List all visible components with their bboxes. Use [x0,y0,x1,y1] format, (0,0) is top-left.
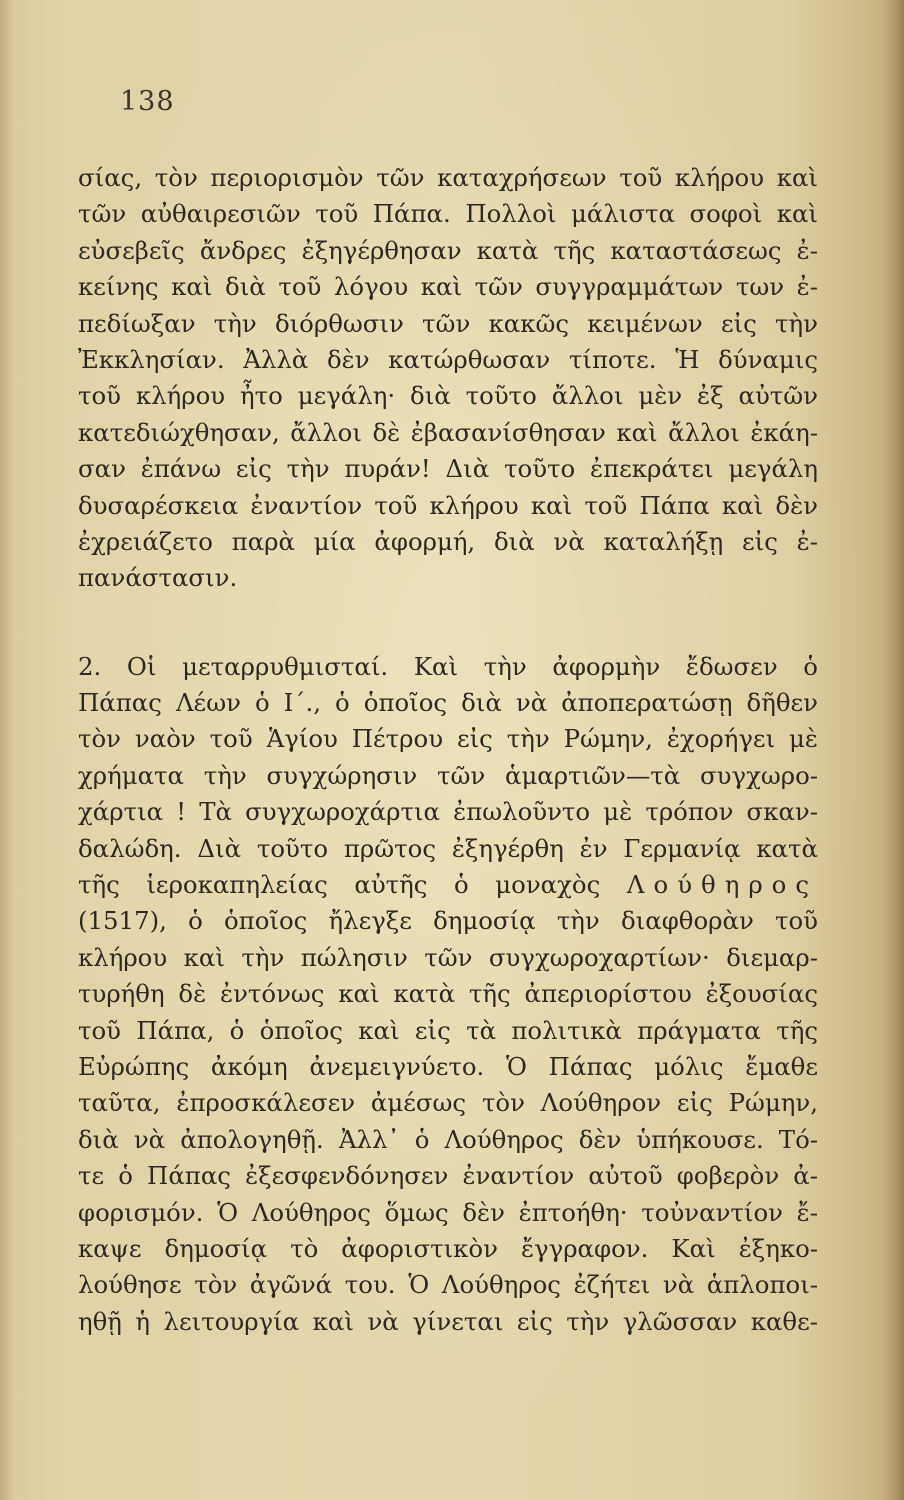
text-line: σίας, τὸν περιορισμὸν τῶν καταχρήσεων τοῦ κλήρου καὶ [78,163,818,192]
text-line: τῶν αὐθαιρεσιῶν τοῦ Πάπα. Πολλοὶ μάλιστα σοφοὶ καὶ [78,199,818,229]
text-line: τοῦ Πάπα, ὁ ὁποῖος καὶ εἰς τὰ πολιτικὰ πράγματα τῆς [78,1015,818,1045]
text-line: διὰ νὰ ἀπολογηθῇ. Ἀλλ᾽ ὁ Λούθηρος δὲν ὑπήκουσε. Τό- [78,1124,818,1154]
text-line: καψε δημοσίᾳ τὸ ἀφοριστικὸν ἔγγραφον. Καὶ ἐξηκο- [78,1233,818,1263]
text-line: εὐσεβεῖς ἄνδρες ἐξηγέρθησαν κατὰ τῆς καταστάσεως ἐ- [78,235,818,265]
text-line-with-name [78,867,818,903]
section-heading: 2. Οἱ μεταρρυθμισταί. [78,651,389,681]
text-line: δαλώδη. Διὰ τοῦτο πρῶτος ἐξηγέρθη ἐν Γερμανίᾳ κατὰ [78,833,818,863]
section-first-line [78,649,818,685]
text-line: πανάστασιν. [78,563,238,593]
section-2 [78,649,818,1340]
text-line: τοῦ κλήρου ἦτο μεγάλη· διὰ τοῦτο ἄλλοι μὲν ἐξ αὐτῶν [78,381,818,411]
text-line: Πάπας Λέων ὁ Ι΄., ὁ ὁποῖος διὰ νὰ ἀποπερατώσῃ δῆθεν [78,688,818,718]
text-line: φορισμόν. Ὁ Λούθηρος ὅμως δὲν ἐπτοήθη· τοὐναντίον ἔ- [78,1197,818,1227]
text-line: τυρήθη δὲ ἐντόνως καὶ κατὰ τῆς ἀπεριορίστου ἐξουσίας [78,979,818,1009]
text-line: τε ὁ Πάπας ἐξεσφενδόνησεν ἐναντίον αὐτοῦ φοβερὸν ἀ- [78,1161,818,1191]
page-number: 138 [120,86,175,117]
text-line: σαν ἐπάνω εἰς τὴν πυράν! Διὰ τοῦτο ἐπεκράτει μεγάλη [78,454,818,484]
text-line: κλήρου καὶ τὴν πώλησιν τῶν συγχωροχαρτίων· διεμαρ- [78,942,818,972]
page-left-shadow [0,0,14,1500]
paragraph-gap [78,597,818,649]
page-right-edge [882,0,904,1500]
spaced-name: Λούθηρος [626,870,818,900]
text-line: ἐχρειάζετο παρὰ μία ἀφορμή, διὰ νὰ καταλήξῃ εἰς ἐ- [78,526,818,556]
text-line-segment: τῆς ἱεροκαπηλείας αὐτῆς ὁ μοναχὸς [78,870,601,900]
text-line: χάρτια ! Τὰ συγχωροχάρτια ἐπωλοῦντο μὲ τρόπον σκαν- [78,797,818,827]
text-line: πεδίωξαν τὴν διόρθωσιν τῶν κακῶς κειμένων εἰς τὴν [78,308,818,338]
text-line: ηθῇ ἡ λειτουργία καὶ νὰ γίνεται εἰς τὴν γλῶσσαν καθε- [78,1306,818,1336]
text-line: τὸν ναὸν τοῦ Ἁγίου Πέτρου εἰς τὴν Ρώμην, ἐχορήγει μὲ [78,724,818,754]
text-line: Εὐρώπης ἀκόμη ἀνεμειγνύετο. Ὁ Πάπας μόλις ἔμαθε [78,1051,818,1081]
text-line: κατεδιώχθησαν, ἄλλοι δὲ ἐβασανίσθησαν καὶ ἄλλοι ἐκάη- [78,417,818,447]
text-line: ταῦτα, ἐπροσκάλεσεν ἀμέσως τὸν Λούθηρον εἰς Ρώμην, [78,1088,818,1118]
text-line: Ἐκκλησίαν. Ἀλλὰ δὲν κατώρθωσαν τίποτε. Ἡ δύναμις [78,344,818,374]
text-line: κείνης καὶ διὰ τοῦ λόγου καὶ τῶν συγγραμμάτων των ἐ- [78,272,818,302]
text-block [78,160,818,1340]
paragraph-1 [78,160,818,597]
section-first-line-text: Καὶ τὴν ἀφορμὴν ἔδωσεν ὁ [413,651,818,681]
text-line: δυσαρέσκεια ἐναντίον τοῦ κλήρου καὶ τοῦ Πάπα καὶ δὲν [78,490,818,520]
text-line: (1517), ὁ ὁποῖος ἤλεγξε δημοσίᾳ τὴν διαφθορὰν τοῦ [78,906,818,936]
text-line: λούθησε τὸν ἀγῶνά του. Ὁ Λούθηρος ἐζήτει νὰ ἁπλοποι- [78,1270,818,1300]
text-line: χρήματα τὴν συγχώρησιν τῶν ἁμαρτιῶν—τὰ συγχωρο- [78,760,818,790]
